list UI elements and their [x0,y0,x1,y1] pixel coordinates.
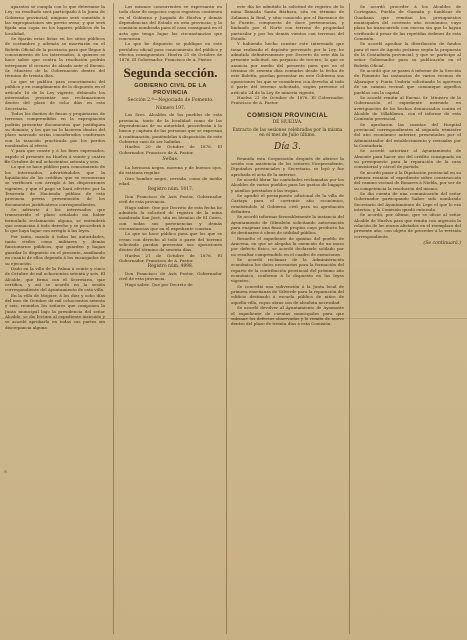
paragraph: Dado en la villa de la Palma á veinte y cinco de Octubre de mil ochocientos setenta y seis. El Alcalde, que firma con el Secretario, que certifica, y así se acordó en la sesión correspondiente del Ayuntamiento de esta villa. [5,265,105,293]
column-4 [354,4,461,634]
paragraph: Otro hombre negro, cerrada, como de media edad. [119,175,222,187]
paragraph: Los Sres. Alcaldes de los pueblos de esta provincia, tanto de la localidad como de las dependencias de su autoridad, procederán á la busca y captura de las personas que se expresan á continuación, poniéndolas á disposición de este Gobierno caso de ser habidas. [119,112,222,144]
paragraph: Hago saber: Que por Decreto de [125,281,193,287]
paragraph: Se acordó informar favorablemente la instancia del Ayuntamiento de Gibraleón solicitando autorización para enajenar una finca de propios cuyo producto ha de destinarse á obras de utilidad pública. [231,214,344,236]
registro-number: Registro núm. 1017. [147,187,194,193]
paragraph: Se acordó, por último, que se oficie al señor Alcalde de Huelva para que remita con urgencia la relación de los mozos alistados en el reemplazo del presente año, con objeto de proceder á la revisión correspondiente. [354,212,461,239]
paragraph: Lo que se publica para conocimiento del público y en cumplimiento de lo dispuesto en el artículo 16 de la Ley vigente, debiendo los interesados presentar sus reclamaciones dentro del plazo de ocho días en esta Secretaría. [5,78,105,111]
paragraph: En la villa de Moguer, á los diez y ocho días del mes de Octubre de mil ochocientos setenta y seis, reunidos los señores que componen la Junta municipal bajo la presidencia del señor Alcalde, se dio lectura al expediente instruido y se acordó aprobarlo en todas sus partes sin discrepancia alguna. [5,292,105,330]
paragraph: Se acordó devolver al Ayuntamiento de Ayamonte el expediente de cuentas municipales para que subsane los defectos observados y lo remita de nuevo dentro del plazo de treinta días á esta Comisión. [231,305,344,327]
column-2 [119,4,222,634]
paragraph: Se acordó aprobar la distribución de fondos para el mes de Agosto próximo según la propuesta de la Contaduría provincial, y que se participe al señor Gobernador para su publicación en el Boletín Oficial. [354,41,461,68]
section-subheading: Sección 2.ª—Negociado de Fomento. [127,97,214,103]
paragraph: Se dio cuenta de una comunicación del señor Gobernador participando haber sido nombrado Secretario del Ayuntamiento de Lepe el que lo era interino, y la Comisión quedó enterada. [354,191,461,213]
paragraph: Todos los dueños de fincas y propietarios de terrenos comprendidos en la expropiación podrán presentar documentos que justifiquen su dominio; y los que no lo hicieren dentro del plazo marcado serán considerados conformes con la tasación practicada por los peritos nombrados al efecto. [5,110,105,148]
paragraph: Los mismos concurrentes se expresarán en toda clase de negocios cuyos registros contienen en el Gobierno y Juzgado de Huelva y demás dependencias del Estado en esta provincia; y la comisión nombrada para el caso consignará en el acta que tenga lugar las circunstancias que concurran. [119,4,222,42]
paragraph: Se acordó proceder á los Alcaldes de Cortegana, Puebla de Guzmán y Sanlúcar de Guadiana que remitan los presupuestos municipales del corriente año económico, cuyo plazo ha transcurrido con exceso sin que lo hayan verificado á pesar de las repetidas órdenes de esta Comisión. [354,4,461,42]
paragraph: Lo que se hace público para que los que se crean con derecho al todo ó parte del terreno solicitado puedan presentar sus oposiciones dentro del término de sesenta días. [119,231,222,253]
paragraph: Don Francisco de Asís Pastor, Gobernador civil de esta provincia. [119,193,222,205]
paragraph: aparatos se cumpla con lo que determine la Ley; su resultado será participado á la Junta de Gobierno provincial; ninguno será sometido á las expropiaciones sin previo aviso; y que será fijada una copia en los lugares públicos de la localidad. [5,4,105,36]
paragraph: Don Francisco de Asís Pastor, Gobernador civil de esta provincia. [119,270,222,282]
paragraph: Y para que conste y á los fines expresados, expido el presente en Huelva á veinte y cuatro de Octubre de mil ochocientos setenta y seis. [5,148,105,164]
comision-subheading: DE HUELVA. [272,119,303,125]
paragraph: Y habiendo hecho constar este interesado que tiene realizado el depósito prevenido por la Ley, he admitido definitivamente por Decreto de este día la presente solicitud, sin perjuicio de tercero; lo que se anuncia por medio del presente para que en el término de sesenta días contados desde la fecha de este Boletín, puedan presentar en este Gobierno sus oposiciones los que se consideren con derecho al todo ó parte del terreno solicitado, según previene el artículo 24 de la Ley de minería vigente. [231,41,344,95]
paragraph: Por tanto, mando á todas las autoridades, tanto civiles como militares y demás funcionarios públicos, que guarden y hagan guardar lo dispuesto en el presente, auxiliando en cuanto de ellos dependa á los encargados de su ejecución. [5,233,105,266]
paragraph: Lo que se hace público para conocimiento de los interesados, advirtiéndoles que la liquidación de los créditos que se reconozcan se verificará con arreglo á las disposiciones vigentes, y que el pago se hará efectivo por la Tesorería de Hacienda pública de esta provincia previa presentación de los documentos justificativos correspondientes. [5,164,105,207]
continued-note: (Se continuará.) [423,241,461,247]
paragraph: Hago saber: Que por Decreto de esta fecha he admitido la solicitud de registro de la mina nombrada San José, sita en término de El Cerro, con todas sus pertenencias y demás circunstancias que en el expediente constan. [119,204,222,231]
paragraph: Se acordó librar las cantidades reclamadas por los Alcaldes de varios pueblos para los gastos de bagajes y auxilios prestados á las tropas. [231,176,344,193]
senas-heading: Señas. [162,157,179,163]
paragraph: Se aprobaron las cuentas del Hospital provincial correspondientes al segundo trimestre del año económico anterior, presentadas por el Administrador del establecimiento y revisadas por la Contaduría. [354,121,461,148]
extract-heading: Extracto de las sesiones celebradas por la misma en el mes de Julio último. [232,127,343,139]
paragraph: Se advierte á los interesados que transcurrido el plazo señalado sin haber formulado reclamación alguna, se entenderá que renuncian á todo derecho y se procederá á lo que haya lugar con arreglo á las leyes. [5,207,105,234]
section-heading: GOBIERNO CIVIL DE LA PROVINCIA [134,82,207,96]
paragraph: Se acordó remitir al Excmo. Sr. Ministro de la Gobernación el expediente instruido en averiguación de los hechos denunciados contra el Alcalde de Villablanca, con el informe de esta Comisión provincial. [354,94,461,122]
comision-heading: COMISION PROVINCIAL [246,111,329,119]
paragraph: Se concedió una subvención á la Junta local de primera enseñanza de Valverde para la reparación del edificio destinado á escuela pública de niños de aquella villa, cuyas obras son de absoluta necesidad. [231,283,344,305]
day-heading: Día 3. [274,141,301,152]
column-1 [5,4,105,634]
paragraph: este día he admitido la solicitud de registro de la mina llamada Santa Bárbara, sita en término de Zalamea la Real, y sitio conocido por el Barranco de la Fuente, compuesta de doce pertenencias, y lindando por el Norte con terreno de propiedad particular y por los demás vientos con terrenos del Estado. [231,4,344,42]
paragraph: Resuelto el expediente de quintas del pueblo de Aracena, en que se alegaba la exención de un mozo por defecto físico, se acordó declararle soldado por no resultar comprendido en el cuadro de exenciones. [231,235,344,257]
section-title: Segunda sección. [123,64,218,80]
column-3 [231,4,344,634]
paragraph: Se aprobó el presupuesto adicional de la villa de Cartaya para el corriente año económico, remitiéndolo al Gobierno civil para su aprobación definitiva. [231,192,344,214]
registro-number: Registro núm. 4998. [147,264,194,270]
paragraph: Reunida esta Corporación después de abrirse la sesión con asistencia de los señores Vicepresidente, Diputados provinciales y Secretario, se leyó y fue aprobada el acta de la anterior. [231,155,344,177]
paragraph: Se acordó autorizar al Ayuntamiento de Almonte para hacer uso del crédito consignado en su presupuesto para la reparación de la casa consistorial y cárcel de partido. [354,148,461,170]
paragraph: Se acordó pasar á la Diputación provincial en su primera reunión el expediente sobre construcción del camino vecinal de Bonares á Niebla, por ser de su competencia la resolución del mismo. [354,169,461,191]
paragraph: Huelva 21 de Octubre de 1876. El Gobernador, Francisco de A. Pastor. [231,94,344,106]
paragraph: Se acordó que se pasen á informe de la Sección de Fomento las instancias de varios vecinos de Aljaraque y Punta Umbría solicitando la apertura de un camino vecinal que comunique aquellos pueblos con la capital. [354,68,461,95]
paragraph: Se fijarán estas listas en los sitios públicos de costumbre y además se insertarán en el Boletín Oficial de la provincia para que llegue á conocimiento de los interesados, á quienes se hace saber que contra la resolución podrán interponer el recurso de alzada ante el Excmo. Sr. Ministro de la Gobernación dentro del término de treinta días. [5,36,105,79]
paragraph: Huelva 20 de Octubre de 1876. El Gobernador, Francisco de A. Pastor. [119,144,222,155]
item-number: Número 197. [155,105,186,111]
paragraph: Huelva 21 de Octubre de 1876. El Gobernador, Francisco de A. Pastor. [119,252,222,264]
paragraph: Se acordó reclamar de la Administración económica los datos necesarios para la formación del reparto de la contribución provincial del próximo año económico, conforme á lo dispuesto en las leyes vigentes. [231,257,344,284]
paragraph: Lo que he dispuesto se publique en este periódico oficial para conocimiento del público y efectos consiguientes. Huelva 21 de Octubre de 1876. El Gobernador, Francisco de A. Pastor. [119,41,222,63]
paragraph: La hermosa negra, morena y de buenos ojos, de estatura regular. [119,165,222,176]
